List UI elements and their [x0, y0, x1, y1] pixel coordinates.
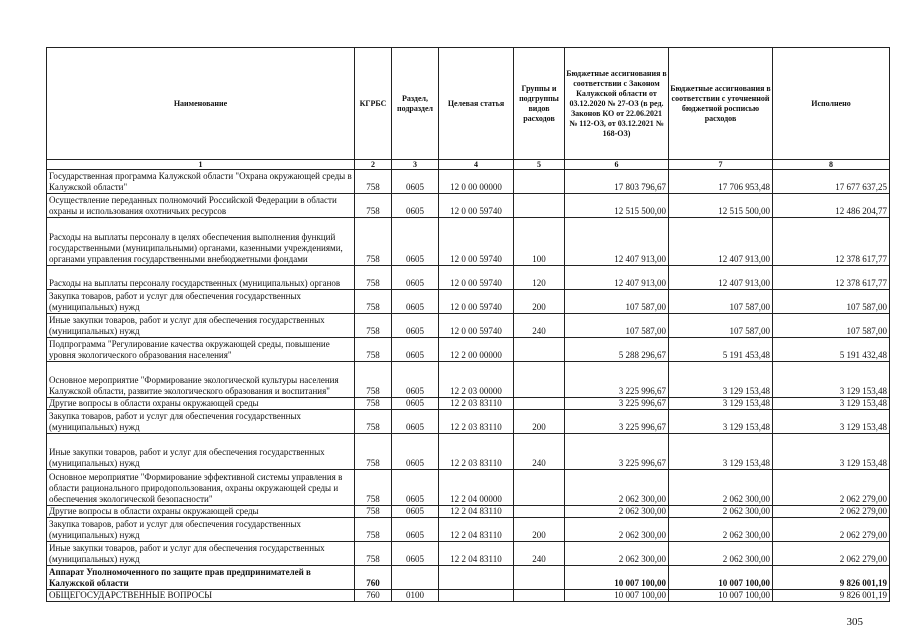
table-row — [47, 518, 890, 542]
row-name: Закупка товаров, работ и услуг для обеспечения государственных (муниципальных) нужд — [47, 410, 355, 434]
row-assign-refined: 3 129 153,48 — [669, 434, 773, 470]
row-kgrbs: 758 — [355, 170, 392, 194]
row-name: Другие вопросы в области охраны окружающей среды — [47, 506, 355, 518]
row-vr: 240 — [514, 314, 565, 338]
row-assign-refined: 5 191 453,48 — [669, 338, 773, 362]
row-razdel: 0100 — [392, 590, 439, 602]
row-assign-refined: 3 129 153,48 — [669, 362, 773, 398]
row-kgrbs: 758 — [355, 362, 392, 398]
row-name: Осуществление переданных полномочий Российской Федерации в области охраны и использования охотничьих ресурсов — [47, 194, 355, 218]
row-vr — [514, 398, 565, 410]
page-number: 305 — [846, 616, 863, 628]
col-number: 4 — [439, 160, 514, 170]
row-assign-refined: 2 062 300,00 — [669, 542, 773, 566]
row-razdel: 0605 — [392, 518, 439, 542]
row-kgrbs: 758 — [355, 290, 392, 314]
row-kgrbs: 758 — [355, 506, 392, 518]
row-kgrbs: 758 — [355, 398, 392, 410]
header-assign-law: Бюджетные ассигнования в соответствии с Законом Калужской области от 03.12.2020 № 27-ОЗ (в ред. Законов КО от 22.06.2021 № 112-ОЗ, от 03.12.2021 № 168-ОЗ) — [565, 48, 669, 160]
row-razdel: 0605 — [392, 266, 439, 290]
header-assign-refined: Бюджетные ассигнования в соответствии с уточненной бюджетной росписью расходов — [669, 48, 773, 160]
row-kgrbs: 758 — [355, 194, 392, 218]
row-executed: 3 129 153,48 — [773, 410, 890, 434]
row-razdel: 0605 — [392, 338, 439, 362]
row-target: 12 2 03 83110 — [439, 398, 514, 410]
row-assign-refined: 2 062 300,00 — [669, 506, 773, 518]
col-number: 3 — [392, 160, 439, 170]
table-row — [47, 566, 890, 590]
table-header-row — [47, 48, 890, 160]
table-row — [47, 338, 890, 362]
row-vr: 120 — [514, 266, 565, 290]
row-executed: 107 587,00 — [773, 290, 890, 314]
row-assign-refined: 10 007 100,00 — [669, 590, 773, 602]
row-assign-refined: 3 129 153,48 — [669, 410, 773, 434]
row-name: Другие вопросы в области охраны окружающей среды — [47, 398, 355, 410]
col-number: 2 — [355, 160, 392, 170]
row-vr: 100 — [514, 218, 565, 266]
row-assign-law: 3 225 996,67 — [565, 362, 669, 398]
row-assign-refined: 12 407 913,00 — [669, 218, 773, 266]
row-vr — [514, 170, 565, 194]
row-name: Аппарат Уполномоченного по защите прав предпринимателей в Калужской области — [47, 566, 355, 590]
row-target: 12 2 04 83110 — [439, 506, 514, 518]
row-target: 12 2 04 83110 — [439, 518, 514, 542]
row-assign-refined: 107 587,00 — [669, 314, 773, 338]
table-row — [47, 470, 890, 506]
row-name: Подпрограмма "Регулирование качества окружающей среды, повышение уровня экологического образования населения" — [47, 338, 355, 362]
row-assign-refined: 12 407 913,00 — [669, 266, 773, 290]
col-number: 7 — [669, 160, 773, 170]
header-razdel: Раздел, подраздел — [392, 48, 439, 160]
row-executed: 12 378 617,77 — [773, 266, 890, 290]
row-name: Расходы на выплаты персоналу государственных (муниципальных) органов — [47, 266, 355, 290]
row-name: Иные закупки товаров, работ и услуг для обеспечения государственных (муниципальных) нужд — [47, 434, 355, 470]
row-target: 12 2 00 00000 — [439, 338, 514, 362]
row-razdel: 0605 — [392, 314, 439, 338]
row-razdel: 0605 — [392, 470, 439, 506]
table-row — [47, 194, 890, 218]
row-assign-law: 3 225 996,67 — [565, 434, 669, 470]
row-executed: 12 378 617,77 — [773, 218, 890, 266]
row-executed: 2 062 279,00 — [773, 470, 890, 506]
row-name: Основное мероприятие "Формирование экологической культуры населения Калужской области, развитие экологического образования и воспитания" — [47, 362, 355, 398]
row-razdel: 0605 — [392, 398, 439, 410]
row-assign-refined: 10 007 100,00 — [669, 566, 773, 590]
row-assign-law: 12 515 500,00 — [565, 194, 669, 218]
table-row — [47, 290, 890, 314]
row-assign-refined: 107 587,00 — [669, 290, 773, 314]
row-assign-refined: 17 706 953,48 — [669, 170, 773, 194]
row-target — [439, 566, 514, 590]
row-kgrbs: 758 — [355, 266, 392, 290]
row-razdel — [392, 566, 439, 590]
row-name: Основное мероприятие "Формирование эффективной системы управления в области рационального природопользования, охраны окружающей среды и обеспечения экологической безопасности" — [47, 470, 355, 506]
row-vr — [514, 362, 565, 398]
row-vr — [514, 194, 565, 218]
row-kgrbs: 758 — [355, 542, 392, 566]
row-name: Закупка товаров, работ и услуг для обеспечения государственных (муниципальных) нужд — [47, 290, 355, 314]
row-assign-refined: 2 062 300,00 — [669, 518, 773, 542]
row-kgrbs: 760 — [355, 590, 392, 602]
row-name: Расходы на выплаты персоналу в целях обеспечения выполнения функций государственными (муниципальными) органами, казенными учреждениями, органами управления государственными внебюджетными фондами — [47, 218, 355, 266]
row-target — [439, 590, 514, 602]
col-number: 1 — [47, 160, 355, 170]
row-vr: 240 — [514, 542, 565, 566]
row-vr: 200 — [514, 518, 565, 542]
row-vr — [514, 566, 565, 590]
row-assign-law: 2 062 300,00 — [565, 542, 669, 566]
row-razdel: 0605 — [392, 362, 439, 398]
row-kgrbs: 758 — [355, 338, 392, 362]
col-number: 5 — [514, 160, 565, 170]
header-kgrbs: КГРБС — [355, 48, 392, 160]
row-kgrbs: 760 — [355, 566, 392, 590]
col-number: 8 — [773, 160, 890, 170]
row-executed: 3 129 153,48 — [773, 434, 890, 470]
row-kgrbs: 758 — [355, 434, 392, 470]
row-razdel: 0605 — [392, 506, 439, 518]
header-target: Целевая статья — [439, 48, 514, 160]
row-vr: 200 — [514, 290, 565, 314]
row-executed: 17 677 637,25 — [773, 170, 890, 194]
row-razdel: 0605 — [392, 290, 439, 314]
row-target: 12 2 03 83110 — [439, 410, 514, 434]
table-row — [47, 434, 890, 470]
row-vr — [514, 506, 565, 518]
row-kgrbs: 758 — [355, 410, 392, 434]
row-name: Иные закупки товаров, работ и услуг для обеспечения государственных (муниципальных) нужд — [47, 314, 355, 338]
row-assign-law: 12 407 913,00 — [565, 218, 669, 266]
row-assign-law: 5 288 296,67 — [565, 338, 669, 362]
row-vr — [514, 590, 565, 602]
row-executed: 2 062 279,00 — [773, 542, 890, 566]
row-target: 12 2 04 83110 — [439, 542, 514, 566]
row-target: 12 0 00 59740 — [439, 218, 514, 266]
col-number: 6 — [565, 160, 669, 170]
table-row — [47, 410, 890, 434]
row-kgrbs: 758 — [355, 518, 392, 542]
row-assign-law: 3 225 996,67 — [565, 410, 669, 434]
row-assign-refined: 3 129 153,48 — [669, 398, 773, 410]
row-executed: 12 486 204,77 — [773, 194, 890, 218]
row-assign-law: 12 407 913,00 — [565, 266, 669, 290]
row-assign-law: 10 007 100,00 — [565, 566, 669, 590]
row-assign-refined: 2 062 300,00 — [669, 470, 773, 506]
row-assign-refined: 12 515 500,00 — [669, 194, 773, 218]
table-row — [47, 170, 890, 194]
row-name: ОБЩЕГОСУДАРСТВЕННЫЕ ВОПРОСЫ — [47, 590, 355, 602]
budget-table — [46, 47, 890, 602]
row-target: 12 0 00 59740 — [439, 266, 514, 290]
row-target: 12 2 03 00000 — [439, 362, 514, 398]
row-target: 12 0 00 00000 — [439, 170, 514, 194]
row-executed: 3 129 153,48 — [773, 362, 890, 398]
row-assign-law: 2 062 300,00 — [565, 506, 669, 518]
row-vr: 200 — [514, 410, 565, 434]
row-name: Закупка товаров, работ и услуг для обеспечения государственных (муниципальных) нужд — [47, 518, 355, 542]
header-name: Наименование — [47, 48, 355, 160]
row-razdel: 0605 — [392, 410, 439, 434]
column-number-row — [47, 160, 890, 170]
row-kgrbs: 758 — [355, 470, 392, 506]
row-executed: 3 129 153,48 — [773, 398, 890, 410]
row-name: Иные закупки товаров, работ и услуг для обеспечения государственных (муниципальных) нужд — [47, 542, 355, 566]
row-razdel: 0605 — [392, 170, 439, 194]
row-kgrbs: 758 — [355, 314, 392, 338]
row-razdel: 0605 — [392, 542, 439, 566]
row-executed: 2 062 279,00 — [773, 506, 890, 518]
table-row — [47, 590, 890, 602]
row-executed: 2 062 279,00 — [773, 518, 890, 542]
row-target: 12 0 00 59740 — [439, 314, 514, 338]
header-vr: Группы и подгруппы видов расходов — [514, 48, 565, 160]
table-row — [47, 314, 890, 338]
table-row — [47, 506, 890, 518]
table-body — [47, 170, 890, 602]
row-executed: 107 587,00 — [773, 314, 890, 338]
row-kgrbs: 758 — [355, 218, 392, 266]
row-razdel: 0605 — [392, 434, 439, 470]
table-row — [47, 398, 890, 410]
row-assign-law: 2 062 300,00 — [565, 470, 669, 506]
row-assign-law: 2 062 300,00 — [565, 518, 669, 542]
row-vr — [514, 470, 565, 506]
row-razdel: 0605 — [392, 218, 439, 266]
row-vr — [514, 338, 565, 362]
table-row — [47, 266, 890, 290]
row-target: 12 2 03 83110 — [439, 434, 514, 470]
row-target: 12 0 00 59740 — [439, 290, 514, 314]
row-target: 12 2 04 00000 — [439, 470, 514, 506]
table-row — [47, 542, 890, 566]
table-row — [47, 218, 890, 266]
header-executed: Исполнено — [773, 48, 890, 160]
row-assign-law: 10 007 100,00 — [565, 590, 669, 602]
row-assign-law: 3 225 996,67 — [565, 398, 669, 410]
row-executed: 9 826 001,19 — [773, 590, 890, 602]
row-executed: 5 191 432,48 — [773, 338, 890, 362]
row-name: Государственная программа Калужской области "Охрана окружающей среды в Калужской области" — [47, 170, 355, 194]
row-vr: 240 — [514, 434, 565, 470]
row-assign-law: 107 587,00 — [565, 314, 669, 338]
row-assign-law: 17 803 796,67 — [565, 170, 669, 194]
row-razdel: 0605 — [392, 194, 439, 218]
table-row — [47, 362, 890, 398]
row-target: 12 0 00 59740 — [439, 194, 514, 218]
row-assign-law: 107 587,00 — [565, 290, 669, 314]
row-executed: 9 826 001,19 — [773, 566, 890, 590]
